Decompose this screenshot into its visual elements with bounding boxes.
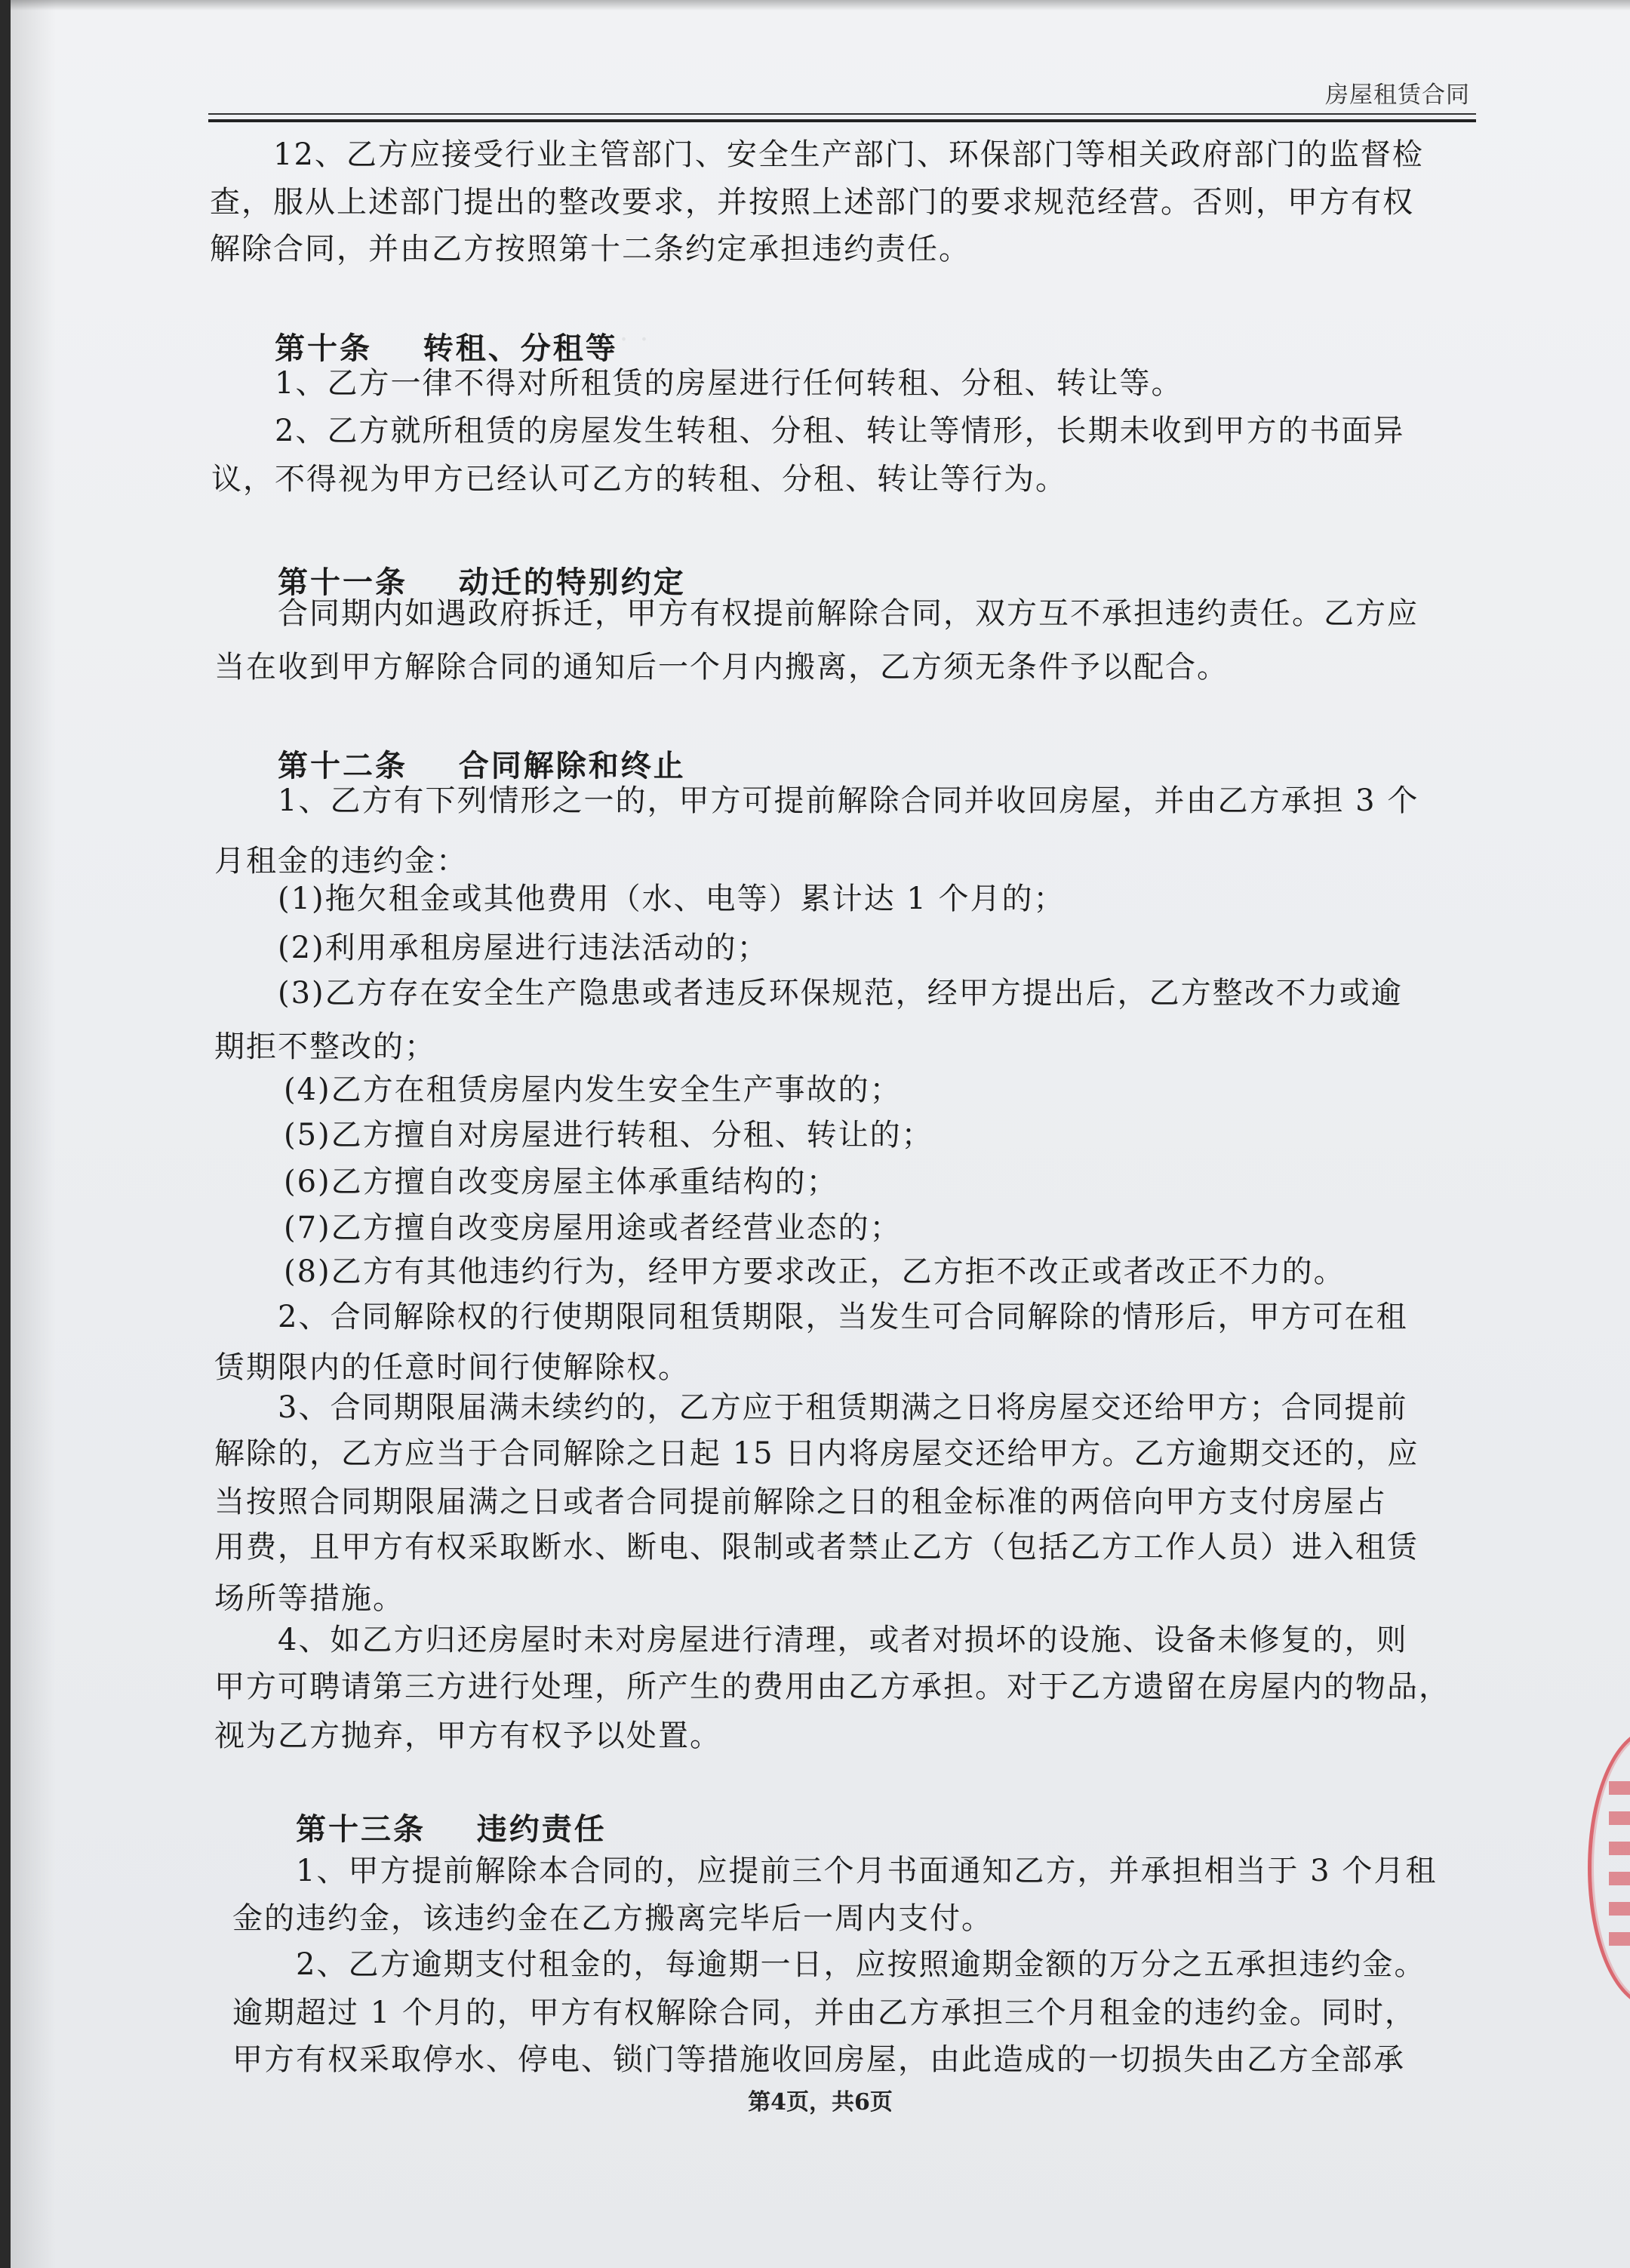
body-line: 场所等措施。 bbox=[214, 1581, 404, 1616]
body-line: 甲方可聘请第三方进行处理，所产生的费用由乙方承担。对于乙方遗留在房屋内的物品， bbox=[214, 1669, 1450, 1704]
list-item: 期拒不整改的； bbox=[214, 1029, 436, 1064]
body-line: 用费，且甲方有权采取断水、断电、限制或者禁止乙方（包括乙方工作人员）进入租赁 bbox=[214, 1530, 1419, 1565]
list-item: (7)乙方擅自改变房屋用途或者经营业态的； bbox=[284, 1211, 902, 1245]
body-line: 1、甲方提前解除本合同的，应提前三个月书面通知乙方，并承担相当于 3 个月租 bbox=[296, 1854, 1438, 1888]
section-heading: 第十一条 动迁的特别约定 bbox=[278, 565, 686, 600]
bleed-through-text: · · · bbox=[599, 325, 650, 355]
body-line: 查，服从上述部门提出的整改要求，并按照上述部门的要求规范经营。否则，甲方有权 bbox=[210, 185, 1414, 220]
running-header: 房屋租赁合同 bbox=[1325, 82, 1470, 109]
body-line: 3、合同期限届满未续约的，乙方应于租赁期满之日将房屋交还给甲方；合同提前 bbox=[278, 1390, 1408, 1425]
document-page bbox=[11, 0, 1630, 2268]
body-line: 1、乙方有下列情形之一的，甲方可提前解除合同并收回房屋，并由乙方承担 3 个 bbox=[278, 783, 1419, 818]
page-number: 第4页，共6页 bbox=[748, 2089, 893, 2116]
body-line: 4、如乙方归还房屋时未对房屋进行清理，或者对损坏的设施、设备未修复的，则 bbox=[278, 1623, 1408, 1657]
body-line: 解除的，乙方应当于合同解除之日起 15 日内将房屋交还给甲方。乙方逾期交还的，应 bbox=[214, 1436, 1419, 1471]
body-line: 2、合同解除权的行使期限同租赁期限，当发生可合同解除的情形后，甲方可在租 bbox=[278, 1300, 1408, 1334]
list-item: (5)乙方擅自对房屋进行转租、分租、转让的； bbox=[284, 1118, 933, 1152]
body-line: 2、乙方就所租赁的房屋发生转租、分租、转让等情形，长期未收到甲方的书面异 bbox=[275, 414, 1405, 448]
body-line: 金的违约金，该违约金在乙方搬离完毕后一周内支付。 bbox=[232, 1901, 993, 1936]
list-item: (6)乙方擅自改变房屋主体承重结构的； bbox=[284, 1165, 838, 1199]
page-top-shadow bbox=[11, 0, 1630, 11]
section-heading: 第十二条 合同解除和终止 bbox=[278, 748, 686, 783]
header-rule bbox=[208, 113, 1476, 115]
body-line: 视为乙方抛弃，甲方有权予以处置。 bbox=[214, 1719, 721, 1753]
section-heading: 第十三条 违约责任 bbox=[296, 1811, 607, 1847]
body-line: 12、乙方应接受行业主管部门、安全生产部门、环保部门等相关政府部门的监督检 bbox=[273, 137, 1424, 172]
body-line: 月租金的违约金： bbox=[214, 844, 468, 879]
body-line: 甲方有权采取停水、停电、锁门等措施收回房屋，由此造成的一切损失由乙方全部承 bbox=[232, 2042, 1405, 2077]
red-seal-detail bbox=[1609, 1781, 1630, 1962]
body-line: 议，不得视为甲方已经认可乙方的转租、分租、转让等行为。 bbox=[211, 462, 1067, 497]
list-item: (8)乙方有其他违约行为，经甲方要求改正，乙方拒不改正或者改正不力的。 bbox=[284, 1254, 1346, 1289]
list-item: (4)乙方在租赁房屋内发生安全生产事故的； bbox=[284, 1072, 902, 1107]
body-line: 1、乙方一律不得对所租赁的房屋进行任何转租、分租、转让等。 bbox=[275, 366, 1183, 401]
body-line: 当在收到甲方解除合同的通知后一个月内搬离，乙方须无条件予以配合。 bbox=[214, 650, 1229, 685]
body-line: 逾期超过 1 个月的，甲方有权解除合同，并由乙方承担三个月租金的违约金。同时， bbox=[232, 1996, 1416, 2030]
body-line: 2、乙方逾期支付租金的，每逾期一日，应按照逾期金额的万分之五承担违约金。 bbox=[296, 1947, 1426, 1982]
body-line: 合同期内如遇政府拆迁，甲方有权提前解除合同，双方互不承担违约责任。乙方应 bbox=[278, 596, 1419, 631]
section-heading: 第十条 转租、分租等 bbox=[275, 331, 618, 366]
list-item: (1)拖欠租金或其他费用（水、电等）累计达 1 个月的； bbox=[278, 882, 1066, 916]
body-line: 赁期限内的任意时间行使解除权。 bbox=[214, 1350, 690, 1385]
list-item: (3)乙方存在安全生产隐患或者违反环保规范，经甲方提出后，乙方整改不力或逾 bbox=[278, 976, 1403, 1011]
page-shadow bbox=[11, 0, 56, 2268]
header-rule-thick bbox=[208, 119, 1476, 122]
list-item: (2)利用承租房屋进行违法活动的； bbox=[278, 931, 769, 965]
body-line: 当按照合同期限届满之日或者合同提前解除之日的租金标准的两倍向甲方支付房屋占 bbox=[214, 1485, 1387, 1519]
body-line: 解除合同，并由乙方按照第十二条约定承担违约责任。 bbox=[210, 232, 970, 266]
